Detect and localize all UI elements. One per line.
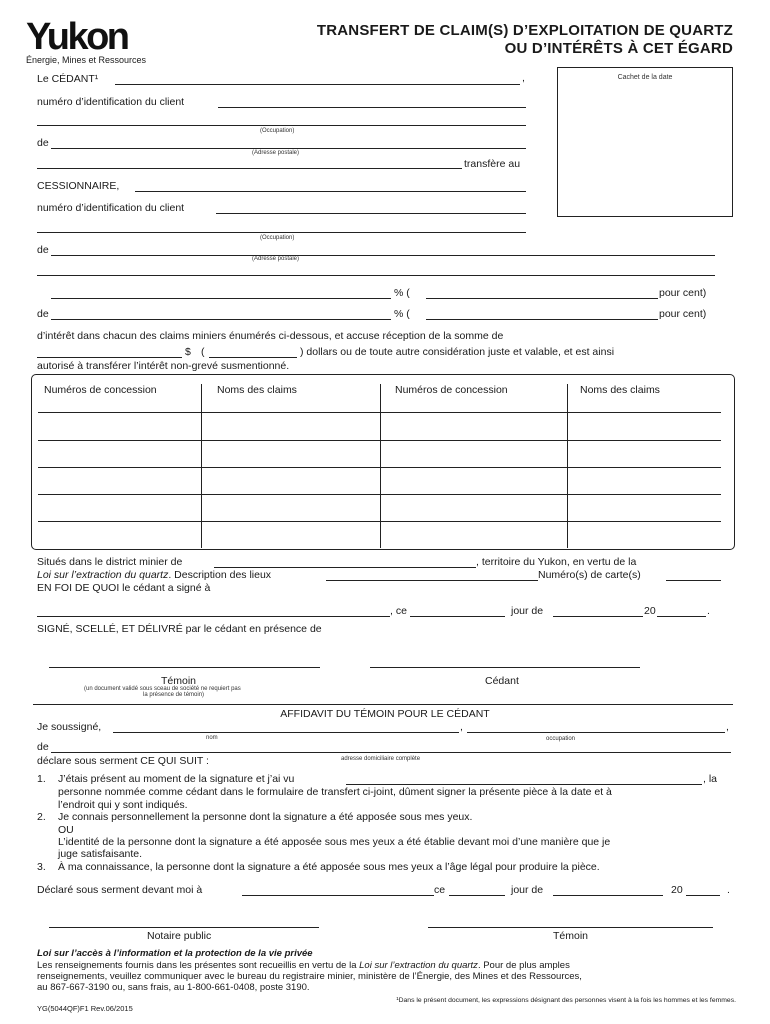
je-soussigne-label: Je soussigné,	[37, 721, 102, 733]
month-field[interactable]	[553, 616, 643, 617]
privacy-law-name: Loi sur l’extraction du quartz	[359, 960, 478, 971]
privacy-line3: au 867-667-3190 ou, sans frais, au 1-800-661-0408, poste 3190.	[37, 982, 310, 993]
item2-number: 2.	[37, 811, 46, 823]
percent-field-2[interactable]	[51, 319, 391, 320]
district-label: Situés dans le district minier de	[37, 556, 183, 568]
interest-line2-tail: ) dollars ou de toute autre considération juste et valable, et est ainsi	[300, 346, 615, 358]
sworn-day-field[interactable]	[449, 895, 505, 896]
table-row[interactable]	[38, 494, 721, 495]
affiant-address-label: adresse domiciliaire complète	[341, 756, 421, 762]
cessionnaire-occupation-label: (Occupation)	[260, 235, 295, 241]
cessionnaire-name-field[interactable]	[135, 191, 526, 192]
transfers-label: transfère au	[464, 158, 521, 170]
form-title-line2: OU D’INTÉRÊTS À CET ÉGARD	[504, 40, 733, 57]
table-header-claims-1: Noms des claims	[217, 384, 297, 396]
cedant-address-field-2[interactable]	[37, 168, 462, 169]
pour-cent-1: pour cent)	[659, 287, 707, 299]
quartz-law-name: Loi sur l’extraction du quartz	[37, 569, 169, 581]
cedant-label: Le CÉDANT¹	[37, 73, 99, 85]
percent-de-label: de	[37, 308, 49, 320]
item1-text-a: J’étais présent au moment de la signature et j’ai vu	[58, 773, 295, 785]
affiant-name-field[interactable]	[113, 732, 459, 733]
description-field[interactable]	[326, 580, 538, 581]
department-name: Énergie, Mines et Ressources	[26, 55, 147, 65]
percent-sign-2: % (	[394, 308, 410, 320]
affidavit-title: AFFIDAVIT DU TÉMOIN POUR LE CÉDANT	[280, 708, 490, 720]
date-stamp-box	[557, 67, 733, 217]
notary-label: Notaire public	[147, 930, 212, 942]
privacy-title: Loi sur l’accès à l’information et la protection de la vie privée	[37, 948, 313, 959]
cessionnaire-occupation-field[interactable]	[37, 232, 526, 233]
item1-number: 1.	[37, 773, 46, 785]
table-row[interactable]	[38, 440, 721, 441]
table-row[interactable]	[38, 467, 721, 468]
witness-label: Témoin	[161, 675, 197, 687]
table-header-claims-2: Noms des claims	[580, 384, 660, 396]
cedant-client-id-label: numéro d’identification du client	[37, 96, 185, 108]
percent-field-1[interactable]	[51, 298, 391, 299]
privacy-line1-b: . Pour de plus amples	[477, 960, 570, 971]
comma: ,	[460, 721, 463, 733]
item2-text-a: Je connais personnellement la personne dont la signature a été apposée sous mes yeux.	[58, 811, 473, 823]
year-field[interactable]	[657, 616, 706, 617]
cedant-signature-label: Cédant	[485, 675, 519, 687]
interest-line1: d’intérêt dans chacun des claims miniers énumérés ci-dessous, et accuse réception de la somme de	[37, 330, 504, 342]
privacy-line1	[37, 960, 570, 971]
item1-la: , la	[703, 773, 718, 785]
affiant-occupation-field[interactable]	[467, 732, 725, 733]
date-stamp-label: Cachet de la date	[617, 74, 673, 81]
yukon-logo: Yukon	[26, 16, 128, 58]
table-header-concession-1: Numéros de concession	[44, 384, 157, 396]
description-label: . Description des lieux	[168, 569, 272, 581]
privacy-line2: renseignements, veuillez communiquer avec le bureau du registraire minier, ministère de l’Énergie, des Mines et des Ressources,	[37, 971, 582, 982]
section-divider	[33, 704, 733, 705]
affiant-occupation-label: occupation	[546, 736, 576, 742]
cessionnaire-label: CESSIONNAIRE,	[37, 180, 120, 192]
claims-table	[31, 374, 735, 550]
signer-name-field[interactable]	[346, 784, 702, 785]
table-col-divider-1	[201, 384, 202, 548]
cedant-address-field[interactable]	[51, 148, 526, 149]
witness-note-line1: (un document validé sous sceau de société ne requiert pas	[84, 686, 241, 692]
item3-text: À ma connaissance, la personne dont la signature a été apposée sous mes yeux a l’âge légal pour produire la pièce.	[58, 861, 600, 873]
cessionnaire-client-id-field[interactable]	[216, 213, 526, 214]
affidavit-witness-signature-line[interactable]	[428, 927, 713, 928]
sworn-ce-label: ce	[434, 884, 446, 896]
table-row[interactable]	[38, 412, 721, 413]
ce-label: , ce	[390, 605, 407, 617]
form-title-line1: TRANSFERT DE CLAIM(S) D’EXPLOITATION DE QUARTZ	[316, 22, 733, 39]
sworn-year-field[interactable]	[686, 895, 720, 896]
notary-signature-line[interactable]	[49, 927, 319, 928]
year-prefix: 20	[644, 605, 656, 617]
table-row[interactable]	[38, 521, 721, 522]
item2-text-b: L’identité de la personne dont la signature a été apposée sous mes yeux a été établie devant moi d’une manière que je	[58, 836, 611, 848]
sworn-year-prefix: 20	[671, 884, 683, 896]
amount-field[interactable]	[37, 357, 182, 358]
witness-whereof: EN FOI DE QUOI le cédant a signé à	[37, 582, 211, 594]
map-number-field[interactable]	[666, 580, 721, 581]
cedant-address-label: (Adresse postale)	[252, 150, 300, 156]
nom-label: nom	[206, 735, 218, 741]
item3-number: 3.	[37, 861, 46, 873]
map-number-label: Numéro(s) de carte(s)	[538, 569, 641, 581]
dollar-sign: $	[185, 346, 191, 358]
table-header-concession-2: Numéros de concession	[395, 384, 508, 396]
cedant-client-id-field[interactable]	[218, 107, 526, 108]
item2-text-c: juge satisfaisante.	[58, 848, 143, 860]
sworn-period: .	[727, 884, 730, 896]
period: .	[707, 605, 710, 617]
item1-text-b: personne nommée comme cédant dans le formulaire de transfert ci-joint, dûment signer la présente pièce à la date et à	[58, 786, 612, 798]
witness-signature-line[interactable]	[49, 667, 320, 668]
item2-ou: OU	[58, 824, 74, 836]
cedant-de-label: de	[37, 137, 49, 149]
privacy-line1-a: Les renseignements fournis dans les présentes sont recueillis en vertu de la	[37, 960, 357, 971]
form-code: YG(5044QF)F1 Rev.06/2015	[37, 1004, 133, 1013]
cessionnaire-de-label: de	[37, 244, 49, 256]
signed-sealed-label: SIGNÉ, SCELLÉ, ET DÉLIVRÉ par le cédant en présence de	[37, 623, 322, 635]
declare-label: déclare sous serment CE QUI SUIT :	[37, 755, 209, 767]
district-field[interactable]	[214, 567, 476, 568]
comma: ,	[726, 721, 729, 733]
comma: ,	[522, 72, 525, 84]
percent-sign-1: % (	[394, 287, 410, 299]
cessionnaire-client-id-label: numéro d’identification du client	[37, 202, 185, 214]
witness-note-line2: la présence de témoin)	[143, 692, 205, 698]
sworn-jour-label: jour de	[511, 884, 544, 896]
jour-de-label: jour de	[511, 605, 544, 617]
item1-text-c: l’endroit qui y sont indiqués.	[58, 799, 188, 811]
sworn-before-label: Déclaré sous serment devant moi à	[37, 884, 203, 896]
gender-footnote: ¹Dans le présent document, les expressions désignant des personnes visent à la fois les hommes et les femmes.	[396, 997, 736, 1004]
affidavit-witness-label: Témoin	[553, 930, 589, 942]
signed-at-field[interactable]	[37, 616, 390, 617]
cessionnaire-address-field-2[interactable]	[37, 275, 715, 276]
district-territory: , territoire du Yukon, en vertu de la	[476, 556, 637, 568]
affiant-address-field[interactable]	[51, 752, 731, 753]
cedant-signature-line[interactable]	[370, 667, 640, 668]
cessionnaire-address-field[interactable]	[51, 255, 715, 256]
percent-words-field-1[interactable]	[426, 298, 658, 299]
sworn-month-field[interactable]	[553, 895, 663, 896]
sworn-place-field[interactable]	[242, 895, 434, 896]
cedant-occupation-field[interactable]	[37, 125, 526, 126]
table-col-divider-2	[380, 384, 381, 548]
table-col-divider-3	[567, 384, 568, 548]
open-paren: (	[201, 346, 205, 358]
cedant-name-field[interactable]	[115, 84, 520, 85]
affiant-de-label: de	[37, 741, 49, 753]
cessionnaire-address-label: (Adresse postale)	[252, 256, 300, 262]
day-field[interactable]	[410, 616, 505, 617]
percent-words-field-2[interactable]	[426, 319, 658, 320]
amount-words-field[interactable]	[209, 357, 297, 358]
cedant-occupation-label: (Occupation)	[260, 128, 295, 134]
pour-cent-2: pour cent)	[659, 308, 707, 320]
interest-line3: autorisé à transférer l’intérêt non-grevé susmentionné.	[37, 360, 290, 372]
